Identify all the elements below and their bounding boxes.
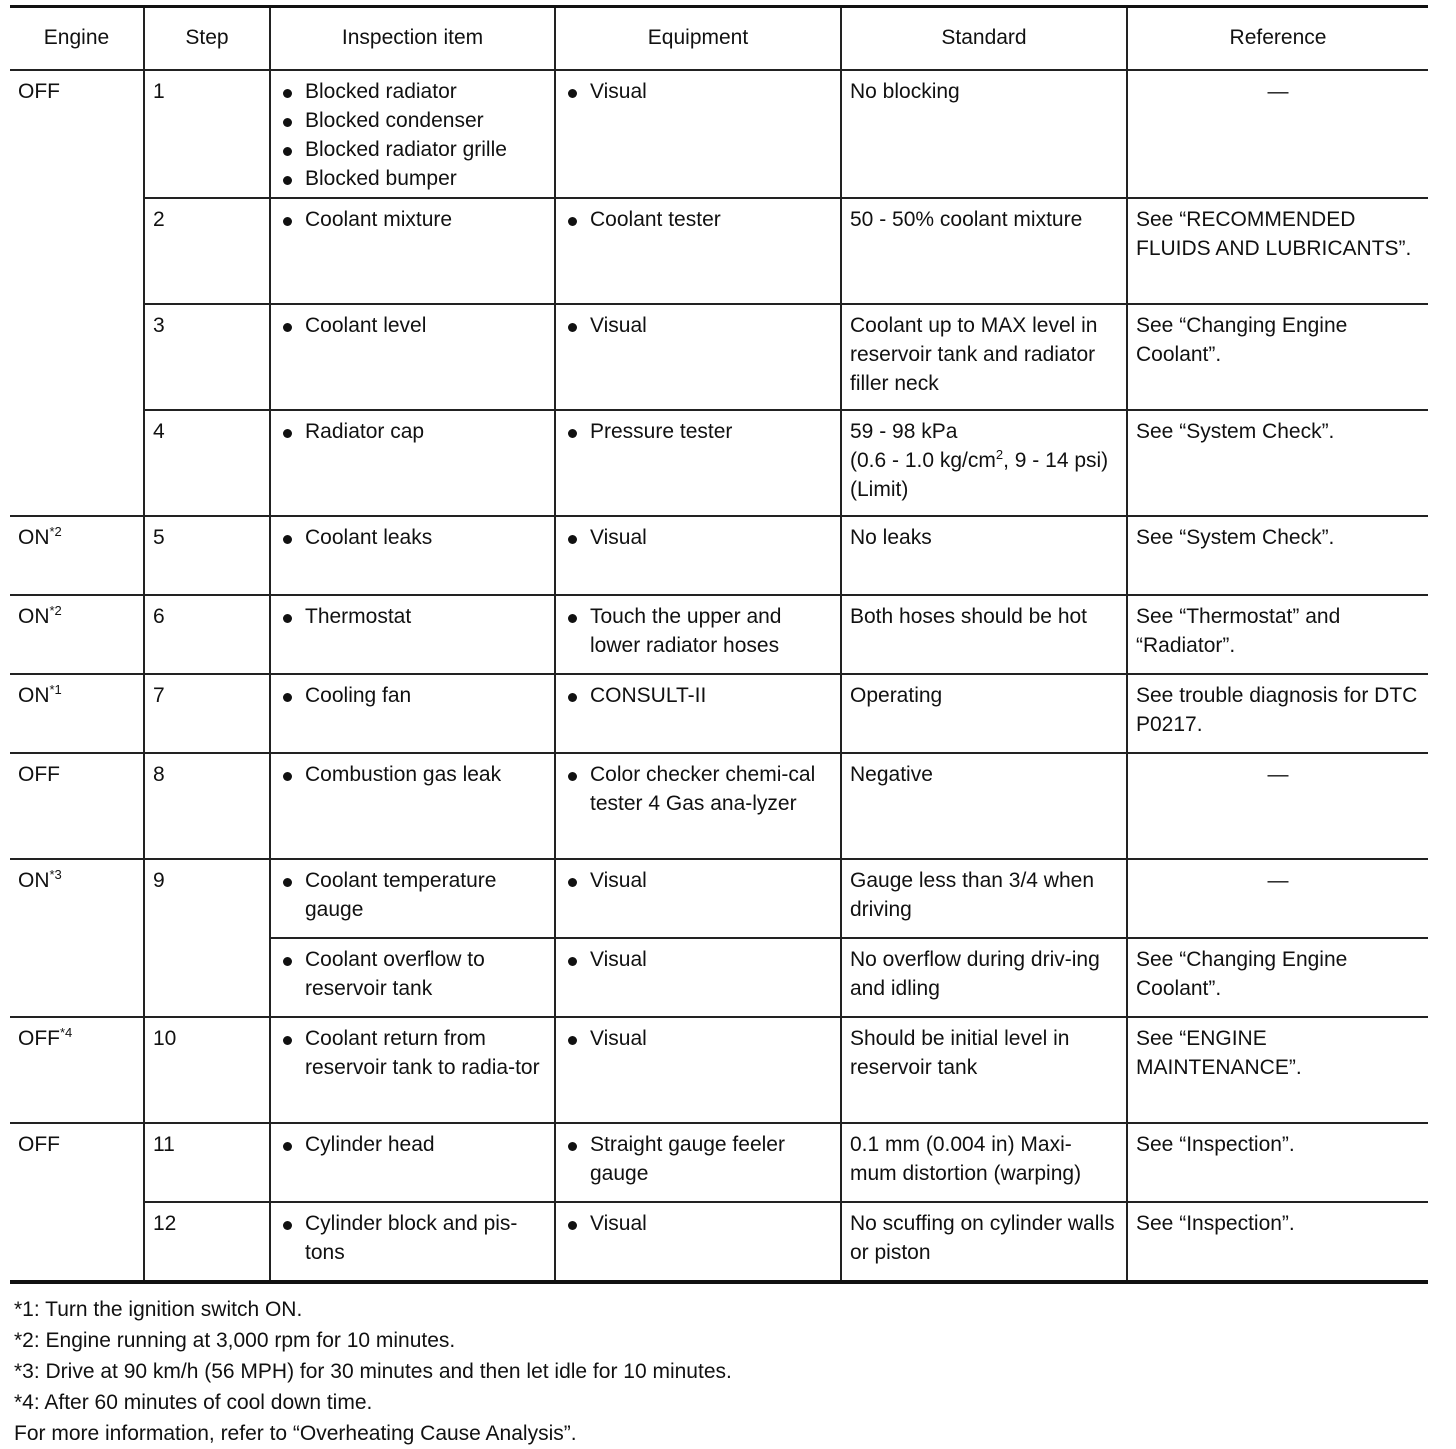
header-step: Step (144, 7, 270, 71)
step-cell: 7 (144, 674, 270, 753)
step-cell: 1 (144, 70, 270, 198)
list-item (564, 1209, 832, 1238)
table-row (10, 595, 1428, 674)
reference-cell: See “Inspection”. (1127, 1202, 1428, 1282)
item-text: Radiator cap (305, 420, 425, 443)
item-text: Thermostat (305, 605, 412, 628)
footnote: *1: Turn the ignition switch ON. (14, 1298, 303, 1321)
standard-cell: No overflow during driv-ing and idling (841, 938, 1127, 1017)
engine-state: OFF (18, 80, 60, 103)
bullet-icon (568, 1142, 577, 1151)
equipment-cell (555, 674, 841, 753)
item-text: Coolant return from reservoir tank to radia-tor (305, 1027, 540, 1079)
step-cell: 3 (144, 304, 270, 410)
equipment-text: Visual (590, 1027, 647, 1050)
inspection-item-cell (270, 304, 555, 410)
standard-cell: Gauge less than 3/4 when driving (841, 859, 1127, 938)
reference-cell: See “System Check”. (1127, 516, 1428, 595)
step-cell: 9 (144, 859, 270, 1017)
equipment-text: Straight gauge feeler gauge (590, 1133, 785, 1185)
equipment-text: Color checker chemi-cal tester 4 Gas ana-lyzer (590, 763, 816, 815)
standard-cell (841, 410, 1127, 516)
reference-cell: — (1127, 859, 1428, 938)
footnote-ref: *4 (60, 1025, 73, 1040)
item-text: Blocked bumper (305, 167, 457, 190)
equipment-text: Visual (590, 526, 647, 549)
item-text: Coolant leaks (305, 526, 433, 549)
standard-cell: Negative (841, 753, 1127, 859)
inspection-item-cell (270, 1123, 555, 1202)
equipment-text: Visual (590, 948, 647, 971)
bullet-icon (283, 535, 292, 544)
table-row (10, 753, 1428, 859)
table-row (10, 410, 1428, 516)
bullet-icon (568, 89, 577, 98)
footnote: For more information, refer to “Overheating Cause Analysis”. (14, 1422, 577, 1445)
equipment-text: Visual (590, 80, 647, 103)
header-engine: Engine (10, 7, 144, 71)
step-cell: 2 (144, 198, 270, 304)
list-item (564, 1024, 832, 1053)
inspection-item-cell (270, 70, 555, 198)
standard-cell: No blocking (841, 70, 1127, 198)
reference-cell: See “RECOMMENDED FLUIDS AND LUBRICANTS”. (1127, 198, 1428, 304)
table-row (10, 1202, 1428, 1282)
list-item (279, 77, 546, 106)
engine-cell (10, 516, 144, 595)
equipment-cell (555, 516, 841, 595)
engine-state: OFF (18, 763, 60, 786)
list-item (279, 1130, 546, 1159)
item-text: Cylinder block and pis-tons (305, 1212, 518, 1264)
table-row (10, 1017, 1428, 1123)
footnote-ref: *2 (49, 603, 62, 618)
footnote-ref: *1 (49, 682, 62, 697)
bullet-icon (283, 878, 292, 887)
reference-cell: — (1127, 753, 1428, 859)
list-item (564, 1130, 832, 1188)
standard-cell: 0.1 mm (0.004 in) Maxi-mum distortion (warping) (841, 1123, 1127, 1202)
bullet-icon (283, 614, 292, 623)
list-item (564, 77, 832, 106)
bullet-icon (283, 957, 292, 966)
inspection-item-cell (270, 753, 555, 859)
reference-cell: — (1127, 70, 1428, 198)
reference-cell: See “Inspection”. (1127, 1123, 1428, 1202)
item-text: Blocked radiator grille (305, 138, 507, 161)
table-row (10, 859, 1428, 938)
equipment-cell (555, 304, 841, 410)
list-item (279, 164, 546, 193)
list-item (279, 945, 546, 1003)
header-reference: Reference (1127, 7, 1428, 71)
bullet-icon (568, 957, 577, 966)
inspection-item-cell (270, 410, 555, 516)
footnote-ref: *2 (49, 524, 62, 539)
standard-cell: Both hoses should be hot (841, 595, 1127, 674)
bullet-icon (283, 1221, 292, 1230)
reference-cell: See “ENGINE MAINTENANCE”. (1127, 1017, 1428, 1123)
engine-cell (10, 859, 144, 1017)
equipment-text: Visual (590, 314, 647, 337)
header-inspection-item: Inspection item (270, 7, 555, 71)
equipment-cell (555, 938, 841, 1017)
document-page (10, 5, 1428, 1449)
equipment-cell (555, 859, 841, 938)
bullet-icon (568, 323, 577, 332)
list-item (279, 681, 546, 710)
item-text: Coolant level (305, 314, 427, 337)
step-cell: 5 (144, 516, 270, 595)
bullet-icon (568, 772, 577, 781)
engine-cell (10, 1017, 144, 1123)
bullet-icon (283, 772, 292, 781)
table-row (10, 674, 1428, 753)
inspection-item-cell (270, 198, 555, 304)
list-item (564, 311, 832, 340)
bullet-icon (568, 1036, 577, 1045)
bullet-icon (283, 1036, 292, 1045)
reference-cell: See “System Check”. (1127, 410, 1428, 516)
bullet-icon (568, 429, 577, 438)
list-item (564, 866, 832, 895)
standard-cell: Operating (841, 674, 1127, 753)
footnote-ref: *3 (49, 867, 62, 882)
header-row (10, 7, 1428, 71)
bullet-icon (283, 89, 292, 98)
engine-cell (10, 595, 144, 674)
list-item (279, 106, 546, 135)
item-text: Coolant mixture (305, 208, 453, 231)
standard-text: (0.6 - 1.0 kg/cm (850, 449, 996, 472)
step-cell: 4 (144, 410, 270, 516)
bullet-icon (283, 429, 292, 438)
list-item (564, 417, 832, 446)
step-cell: 12 (144, 1202, 270, 1282)
engine-state: OFF (18, 1027, 60, 1050)
item-text: Cooling fan (305, 684, 412, 707)
bullet-icon (283, 147, 292, 156)
inspection-table (10, 5, 1428, 1284)
equipment-text: Touch the upper and lower radiator hoses (590, 605, 782, 657)
list-item (279, 602, 546, 631)
bullet-icon (568, 614, 577, 623)
inspection-item-cell (270, 674, 555, 753)
list-item (279, 523, 546, 552)
inspection-item-cell (270, 859, 555, 938)
engine-state: OFF (18, 1133, 60, 1156)
list-item (279, 417, 546, 446)
step-cell: 11 (144, 1123, 270, 1202)
bullet-icon (568, 217, 577, 226)
inspection-item-cell (270, 595, 555, 674)
standard-cell: Should be initial level in reservoir tank (841, 1017, 1127, 1123)
list-item (564, 681, 832, 710)
item-text: Blocked radiator (305, 80, 457, 103)
bullet-icon (283, 323, 292, 332)
bullet-icon (283, 1142, 292, 1151)
standard-line (850, 446, 1118, 504)
footnote: *4: After 60 minutes of cool down time. (14, 1391, 373, 1414)
footnote: *2: Engine running at 3,000 rpm for 10 minutes. (14, 1329, 456, 1352)
list-item (564, 205, 832, 234)
list-item (279, 866, 546, 924)
engine-state: ON (18, 684, 50, 707)
engine-cell (10, 1123, 144, 1282)
superscript: 2 (995, 447, 1004, 462)
standard-cell: No leaks (841, 516, 1127, 595)
footnotes (10, 1294, 1428, 1449)
list-item (564, 523, 832, 552)
bullet-icon (283, 217, 292, 226)
table-row (10, 516, 1428, 595)
inspection-item-cell (270, 1017, 555, 1123)
reference-cell: See “Changing Engine Coolant”. (1127, 304, 1428, 410)
bullet-icon (568, 693, 577, 702)
engine-state: ON (18, 605, 50, 628)
list-item (279, 1024, 546, 1082)
engine-state: ON (18, 869, 50, 892)
equipment-cell (555, 198, 841, 304)
list-item (279, 135, 546, 164)
bullet-icon (283, 693, 292, 702)
reference-cell: See “Thermostat” and “Radiator”. (1127, 595, 1428, 674)
reference-cell: See “Changing Engine Coolant”. (1127, 938, 1428, 1017)
list-item (279, 205, 546, 234)
list-item (564, 760, 832, 818)
standard-cell: 50 - 50% coolant mixture (841, 198, 1127, 304)
header-equipment: Equipment (555, 7, 841, 71)
item-text: Coolant temperature gauge (305, 869, 497, 921)
footnote: *3: Drive at 90 km/h (56 MPH) for 30 minutes and then let idle for 10 minutes. (14, 1360, 732, 1383)
equipment-cell (555, 410, 841, 516)
item-text: Combustion gas leak (305, 763, 502, 786)
equipment-text: Visual (590, 1212, 647, 1235)
equipment-cell (555, 1017, 841, 1123)
inspection-item-cell (270, 516, 555, 595)
list-item (564, 945, 832, 974)
engine-state: ON (18, 526, 50, 549)
step-cell: 10 (144, 1017, 270, 1123)
table-row (10, 70, 1428, 198)
item-text: Cylinder head (305, 1133, 435, 1156)
equipment-cell (555, 595, 841, 674)
equipment-text: Pressure tester (590, 420, 733, 443)
item-text: Coolant overflow to reservoir tank (305, 948, 485, 1000)
engine-cell (10, 674, 144, 753)
equipment-cell (555, 753, 841, 859)
reference-cell: See trouble diagnosis for DTC P0217. (1127, 674, 1428, 753)
standard-line: 59 - 98 kPa (850, 420, 958, 443)
header-standard: Standard (841, 7, 1127, 71)
equipment-text: CONSULT-II (590, 684, 707, 707)
bullet-icon (568, 1221, 577, 1230)
bullet-icon (283, 176, 292, 185)
inspection-item-cell (270, 1202, 555, 1282)
inspection-item-cell (270, 938, 555, 1017)
table-row (10, 198, 1428, 304)
item-text: Blocked condenser (305, 109, 484, 132)
list-item (279, 1209, 546, 1267)
step-cell: 6 (144, 595, 270, 674)
standard-cell: No scuffing on cylinder walls or piston (841, 1202, 1127, 1282)
list-item (279, 311, 546, 340)
bullet-icon (283, 118, 292, 127)
equipment-cell (555, 1202, 841, 1282)
list-item (564, 602, 832, 660)
bullet-icon (568, 535, 577, 544)
bullet-icon (568, 878, 577, 887)
standard-text: , 9 - 14 psi) (Limit) (850, 449, 1109, 501)
equipment-cell (555, 1123, 841, 1202)
step-cell: 8 (144, 753, 270, 859)
equipment-text: Coolant tester (590, 208, 721, 231)
table-row (10, 1123, 1428, 1202)
list-item (279, 760, 546, 789)
equipment-cell (555, 70, 841, 198)
table-row (10, 304, 1428, 410)
equipment-text: Visual (590, 869, 647, 892)
engine-cell (10, 70, 144, 516)
engine-cell (10, 753, 144, 859)
standard-cell: Coolant up to MAX level in reservoir tank and radiator filler neck (841, 304, 1127, 410)
